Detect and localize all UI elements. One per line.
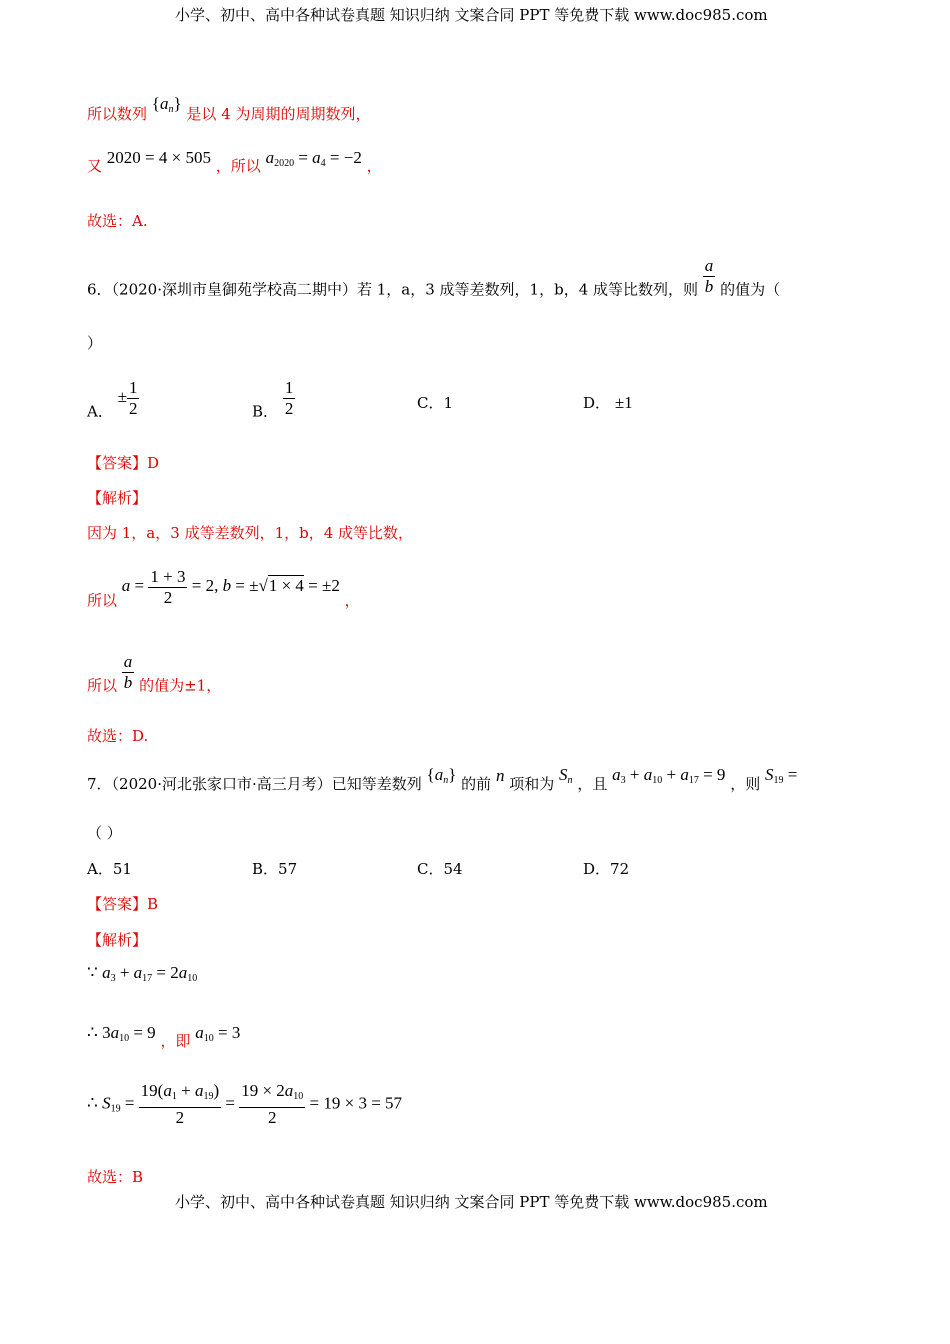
page-footer: 小学、初中、高中各种试卷真题 知识归纳 文案合同 PPT 等免费下载 www.doc985.com [175, 1193, 768, 1211]
q6-analysis-line3: 所以 $\frac{a}{b}$ 的值为±1， [87, 652, 222, 695]
q7-analysis-label: 【解析】 [87, 931, 148, 949]
q7-analysis-line2: ∴ $3a_{10} = 9$ ，即 $a_{10} = 3$ [87, 1023, 241, 1050]
q6-option-b[interactable]: B． $\frac{1}{2}$ [252, 378, 294, 421]
q6-solution-formula: a = $\frac{1 + 3}{2}$ = 2, b = ±√1 × 4 = ±2 [121, 567, 340, 607]
q6-answer: 【答案】D [87, 454, 160, 472]
q6-a-over-b: $\frac{a}{b}$ [704, 256, 714, 296]
p5-line1: 所以数列 $\{a_n\}$ 是以 4 为周期的周期数列， [87, 94, 371, 123]
q7-stem: 7．（2020·河北张家口市·高三月考）已知等差数列 $\{a_n\}$ 的前 n 项和为 $S_n$ ，且 $a_3 + a_{10} + a_{17} = 9$ ，则 $S_{19}$ = [87, 765, 798, 793]
p5-line2: 又 2020 = 4 × 505 ，所以 $a_{2020} = a_4 = -2$ ， [87, 148, 382, 175]
q7-option-c[interactable]: C．54 [417, 860, 463, 878]
formula-2020-eq: 2020 = 4 × 505 [106, 148, 211, 167]
seq-an-formula: $\{a_n\}$ [151, 94, 182, 115]
q6-option-c[interactable]: C．1 [417, 394, 454, 412]
q6-analysis-label: 【解析】 [87, 489, 148, 507]
q7-answer: 【答案】B [87, 895, 159, 913]
q6-analysis-line1: 因为 1，a，3 成等差数列，1，b，4 成等比数， [87, 524, 414, 542]
q6-conclusion: 故选：D. [87, 727, 149, 745]
formula-a2020: $a_{2020} = a_4 = -2$ [265, 148, 362, 169]
q6-option-d[interactable]: D． ±1 [583, 393, 633, 412]
q7-option-d[interactable]: D．72 [583, 860, 630, 878]
q6-analysis-line2: 所以 a = $\frac{1 + 3}{2}$ = 2, b = ±√1 × 4 = ±2 ， [87, 567, 360, 610]
q7-option-b[interactable]: B．57 [252, 860, 298, 878]
q7-option-a[interactable]: A．51 [87, 860, 132, 878]
q6-option-a[interactable]: A． ± $\frac{1}{2}$ [87, 378, 138, 421]
p5-conclusion: 故选：A. [87, 212, 148, 230]
q7-analysis-line3: ∴ $S_{19}$ = $\frac{19(a_1 + a_{19})}{2}$ = $\frac{19 \times 2a_{10}}{2}$ = 19 × 3 = 57 [87, 1081, 403, 1127]
q7-stem-close: （ ） [87, 824, 122, 842]
q7-conclusion: 故选：B [87, 1168, 144, 1186]
q6-stem: 6．（2020·深圳市皇御苑学校高二期中）若 1，a，3 成等差数列，1，b，4 成等比数列，则 $\frac{a}{b}$ 的值为（ [87, 256, 781, 299]
q7-analysis-line1: ∵ $a_3 + a_{17} = 2a_{10}$ [87, 963, 198, 984]
q6-stem-close: ） [87, 334, 103, 352]
page-header: 小学、初中、高中各种试卷真题 知识归纳 文案合同 PPT 等免费下载 www.doc985.com [175, 6, 768, 24]
q6-a-over-b-result: $\frac{a}{b}$ [123, 652, 133, 692]
